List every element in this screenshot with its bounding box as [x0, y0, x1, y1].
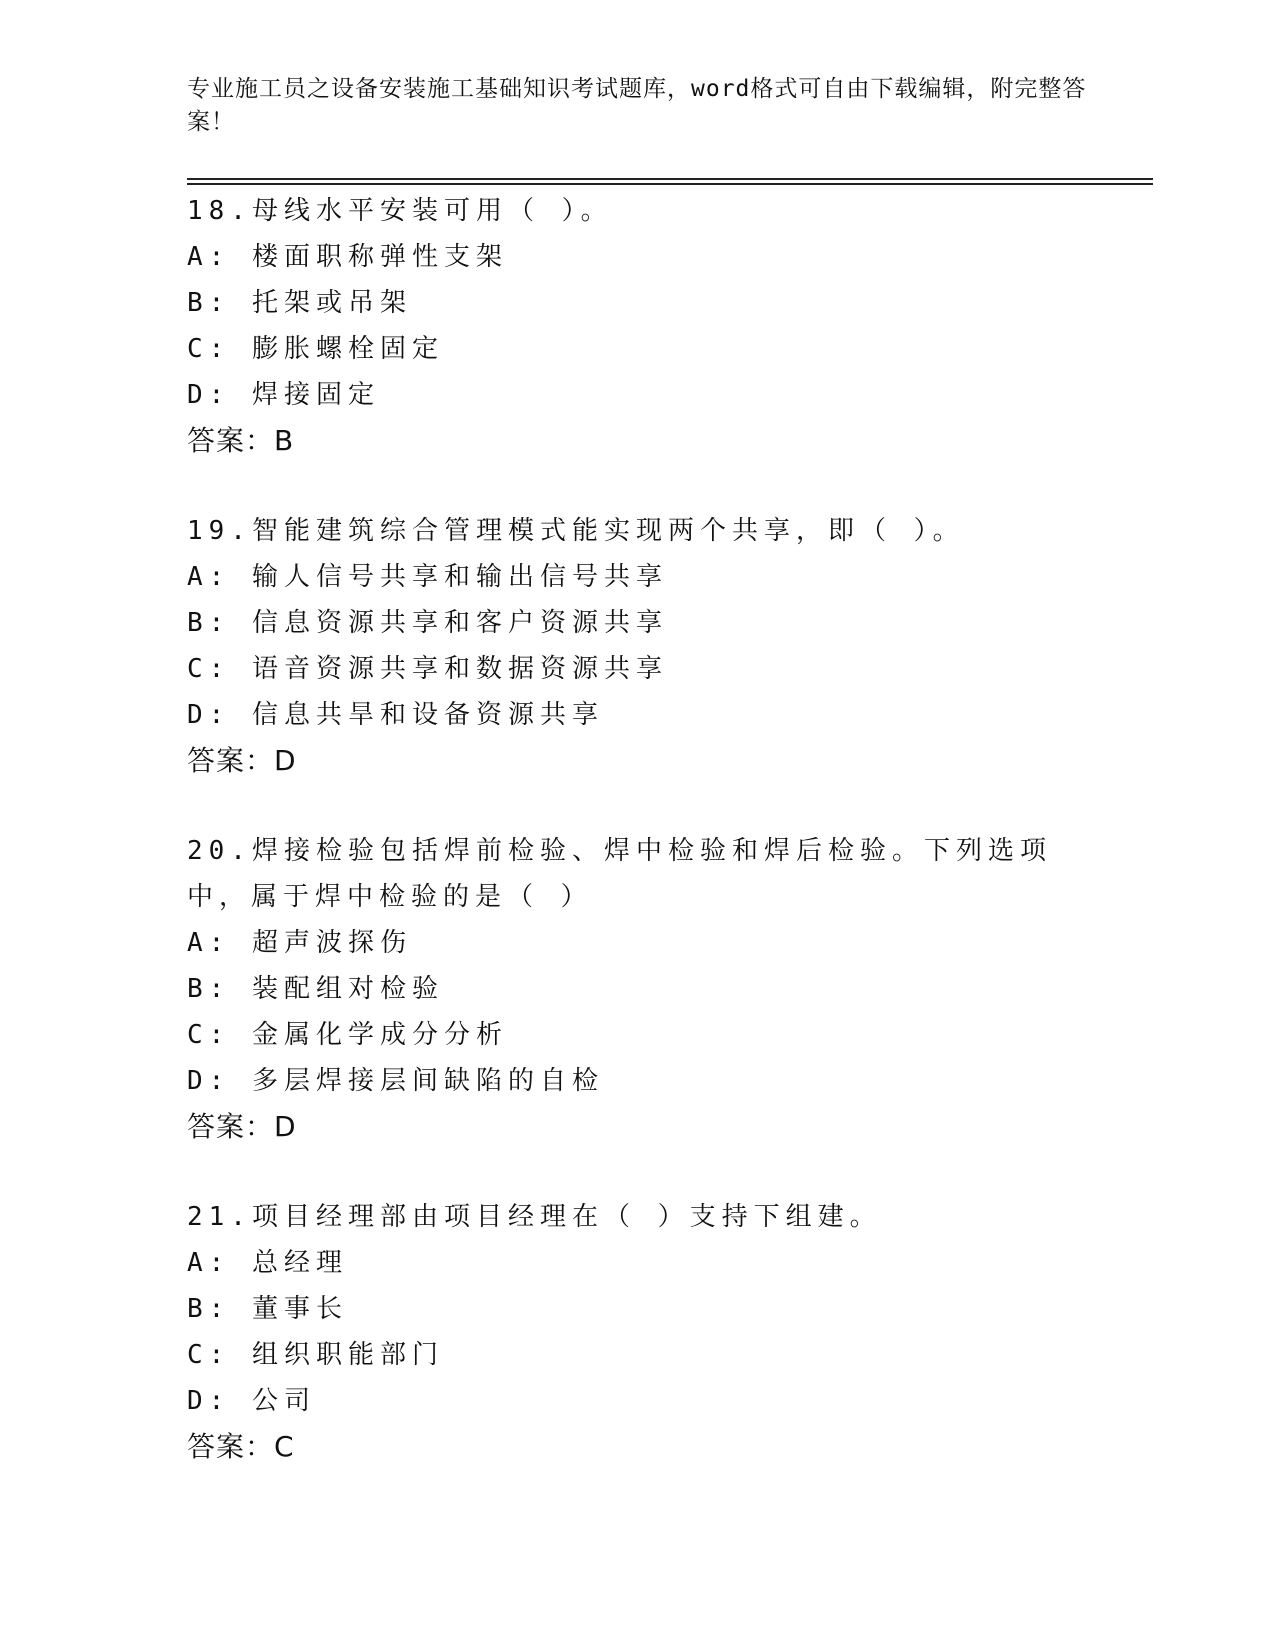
option-c: C: 组织职能部门: [187, 1340, 444, 1370]
question-stem: 19.智能建筑综合管理模式能实现两个共享，即（ ）。: [187, 516, 965, 546]
document-header: [187, 73, 1087, 139]
answer-text: 答案：B: [187, 424, 295, 457]
option-d: D: 信息共旱和设备资源共享: [187, 700, 604, 730]
answer-text: 答案：D: [187, 744, 297, 777]
question-21: [187, 1194, 1087, 1470]
option-a: A: 超声波探伤: [187, 928, 412, 958]
question-stem: 18.母线水平安装可用（ ）。: [187, 196, 613, 226]
option-c: C: 语音资源共享和数据资源共享: [187, 654, 668, 684]
option-d: D: 焊接固定: [187, 380, 380, 410]
question-19: [187, 508, 1087, 784]
header-divider-top: [187, 178, 1153, 180]
option-a: A: 输人信号共享和输出信号共享: [187, 562, 668, 592]
header-divider-bottom: [187, 183, 1153, 185]
option-b: B: 装配组对检验: [187, 974, 444, 1004]
question-18: [187, 188, 1087, 464]
question-20: [187, 828, 1087, 1150]
option-a: A: 楼面职称弹性支架: [187, 242, 508, 272]
answer-text: 答案：C: [187, 1430, 295, 1463]
option-c: C: 金属化学成分分析: [187, 1020, 508, 1050]
option-b: B: 信息资源共享和客户资源共享: [187, 608, 668, 638]
option-c: C: 膨胀螺栓固定: [187, 334, 444, 364]
option-b: B: 董事长: [187, 1294, 348, 1324]
answer-text: 答案：D: [187, 1110, 297, 1143]
header-intro-text: 专业施工员之设备安装施工基础知识考试题库，word格式可自由下载编辑，附完整答案！: [187, 76, 1087, 135]
question-stem: 20.焊接检验包括焊前检验、焊中检验和焊后检验。下列选项中，属于焊中检验的是（ ）: [187, 836, 1052, 912]
question-stem: 21.项目经理部由项目经理在（ ）支持下组建。: [187, 1202, 882, 1232]
option-a: A: 总经理: [187, 1248, 348, 1278]
option-d: D: 公司: [187, 1386, 316, 1416]
option-d: D: 多层焊接层间缺陷的自检: [187, 1066, 604, 1096]
option-b: B: 托架或吊架: [187, 288, 412, 318]
